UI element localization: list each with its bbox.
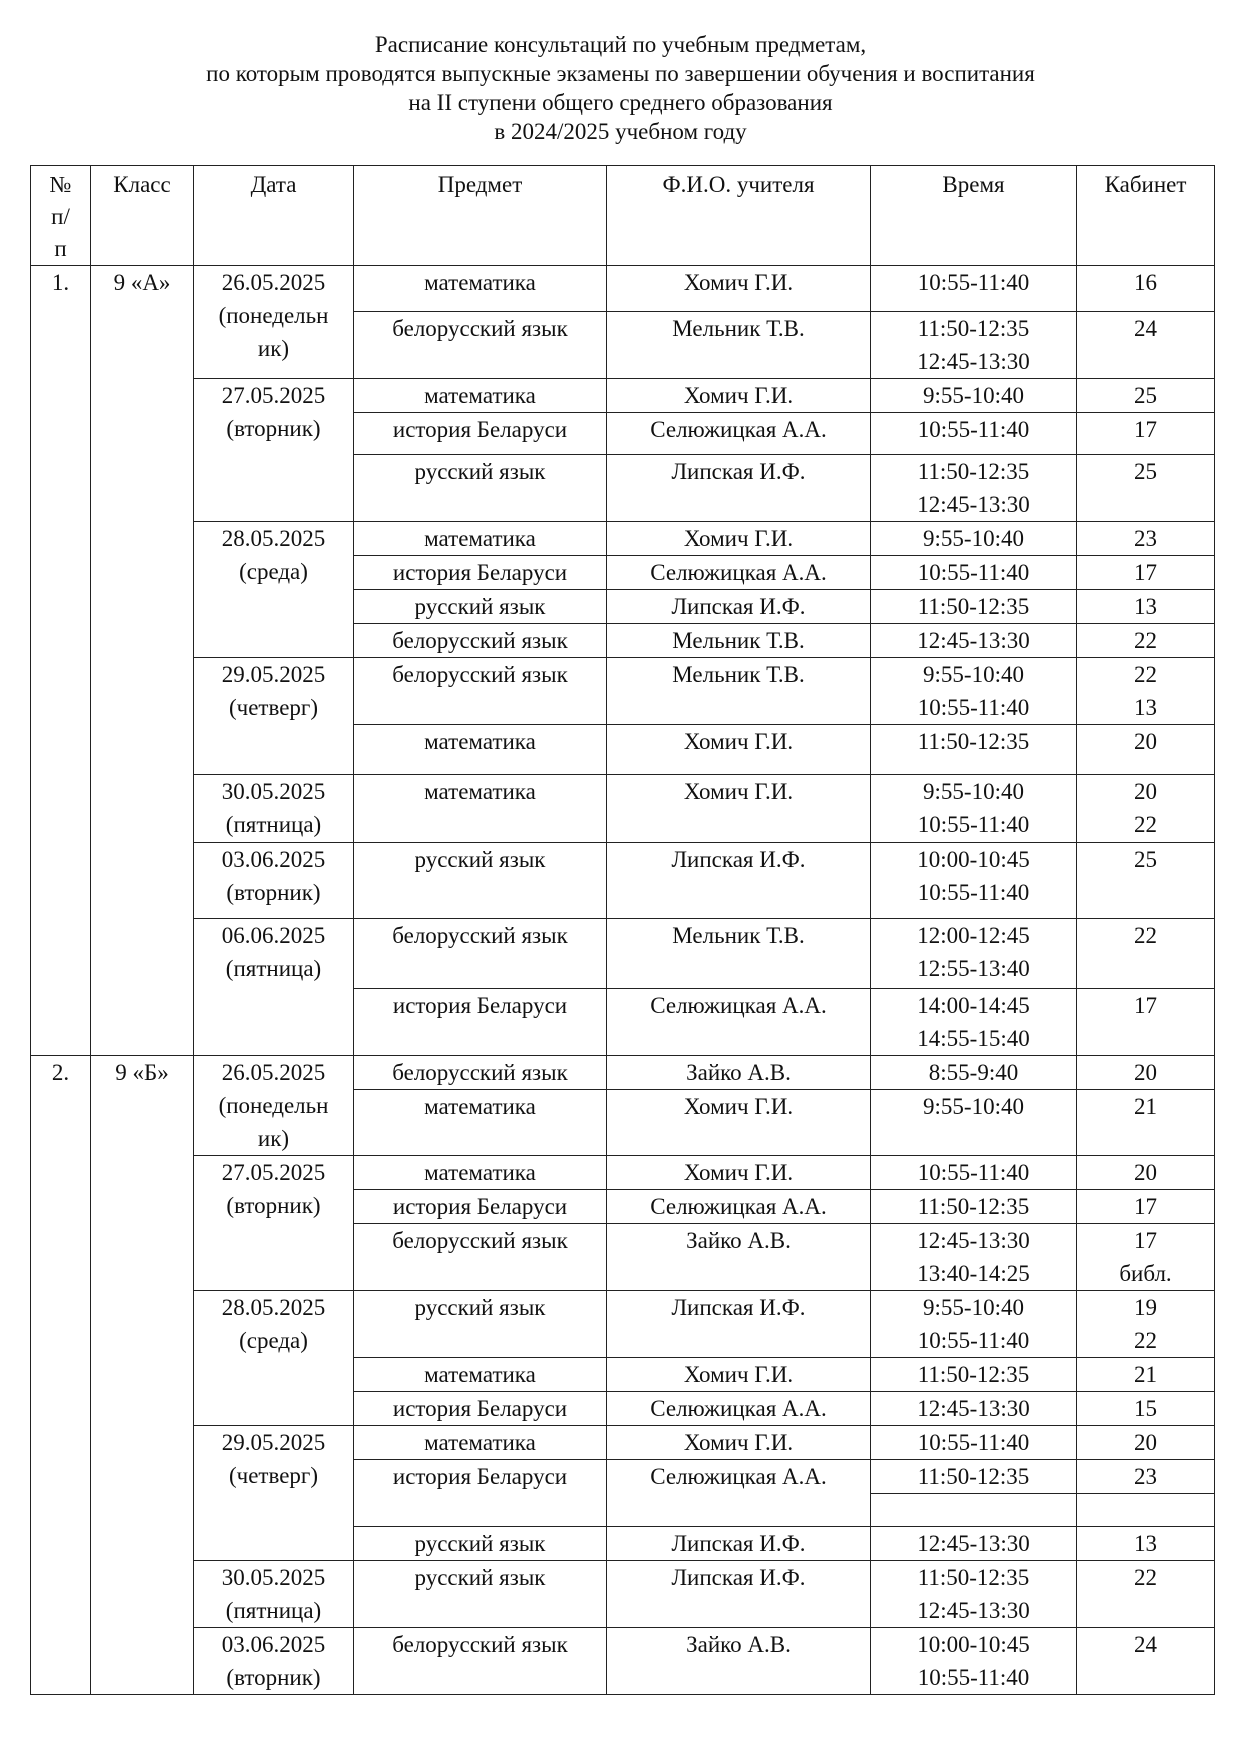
subject-cell: белорусский язык	[354, 1224, 607, 1291]
time-slot: 9:55-10:40	[923, 383, 1024, 408]
subject-cell: русский язык	[354, 590, 607, 624]
room-cell	[1077, 1291, 1215, 1358]
date-value: 29.05.2025	[221, 1430, 326, 1455]
time-cell	[871, 556, 1077, 590]
room-number: 17	[1134, 560, 1157, 585]
table-row	[31, 1291, 1215, 1358]
room-number: 20	[1134, 1060, 1157, 1085]
subject-cell: русский язык	[354, 1561, 607, 1628]
time-cell	[871, 658, 1077, 725]
time-slot: 12:45-13:30	[917, 349, 1030, 374]
room-cell	[1077, 590, 1215, 624]
time-cell	[871, 1628, 1077, 1695]
date-value: 29.05.2025	[221, 662, 326, 687]
time-cell	[871, 843, 1077, 919]
subject-cell: белорусский язык	[354, 919, 607, 989]
time-cell	[871, 522, 1077, 556]
weekday-line: (пятница)	[225, 1598, 322, 1623]
subject-cell: математика	[354, 725, 607, 775]
teacher-cell: Хомич Г.И.	[607, 266, 871, 312]
teacher-cell: Липская И.Ф.	[607, 1561, 871, 1628]
room-cell	[1077, 379, 1215, 413]
table-row	[31, 658, 1215, 725]
date-cell	[194, 658, 354, 775]
subject-cell: белорусский язык	[354, 1056, 607, 1090]
title-line: в 2024/2025 учебном году	[494, 119, 747, 144]
room-cell	[1077, 1156, 1215, 1190]
time-slot: 11:50-12:35	[917, 316, 1030, 341]
time-cell	[871, 413, 1077, 455]
room-number: 24	[1134, 1632, 1157, 1657]
room-cell-empty	[1077, 1494, 1215, 1527]
header-time: Время	[871, 166, 1077, 266]
room-cell	[1077, 1392, 1215, 1426]
subject-cell: математика	[354, 522, 607, 556]
time-slot: 9:55-10:40	[923, 779, 1024, 804]
date-value: 30.05.2025	[221, 779, 326, 804]
class-name: 9 «А»	[91, 266, 194, 1056]
time-cell	[871, 989, 1077, 1056]
subject-cell: история Беларуси	[354, 556, 607, 590]
teacher-cell: Хомич Г.И.	[607, 1156, 871, 1190]
room-number: 22	[1134, 628, 1157, 653]
time-slot: 8:55-9:40	[928, 1060, 1019, 1085]
room-number: библ.	[1119, 1261, 1172, 1286]
teacher-cell: Хомич Г.И.	[607, 522, 871, 556]
room-cell	[1077, 658, 1215, 725]
teacher-cell: Селюжицкая А.А.	[607, 1392, 871, 1426]
time-slot: 12:45-13:30	[917, 1396, 1030, 1421]
subject-cell: математика	[354, 775, 607, 843]
weekday-line: (вторник)	[226, 880, 321, 905]
room-number: 17	[1134, 993, 1157, 1018]
teacher-cell: Липская И.Ф.	[607, 843, 871, 919]
subject-cell: русский язык	[354, 1527, 607, 1561]
subject-cell: белорусский язык	[354, 624, 607, 658]
subject-cell: математика	[354, 1358, 607, 1392]
time-cell	[871, 1224, 1077, 1291]
room-number: 20	[1134, 729, 1157, 754]
time-slot: 10:55-11:40	[917, 1665, 1030, 1690]
room-number: 22	[1134, 812, 1157, 837]
teacher-cell: Зайко А.В.	[607, 1628, 871, 1695]
weekday-line: (понедельн	[218, 303, 329, 328]
header-num-line: п	[54, 236, 67, 261]
table-row	[31, 919, 1215, 989]
time-cell	[871, 1190, 1077, 1224]
room-cell	[1077, 775, 1215, 843]
room-cell	[1077, 1190, 1215, 1224]
teacher-cell: Мельник Т.В.	[607, 312, 871, 379]
room-number: 22	[1134, 1565, 1157, 1590]
room-number: 23	[1134, 526, 1157, 551]
time-slot: 10:55-11:40	[917, 560, 1030, 585]
subject-cell: история Беларуси	[354, 413, 607, 455]
date-cell	[194, 1291, 354, 1426]
teacher-cell: Селюжицкая А.А.	[607, 1190, 871, 1224]
room-cell	[1077, 624, 1215, 658]
table-row	[31, 1156, 1215, 1190]
time-cell	[871, 725, 1077, 775]
time-cell	[871, 590, 1077, 624]
document-title	[0, 30, 1241, 146]
date-cell	[194, 266, 354, 379]
weekday-line: (понедельн	[218, 1093, 329, 1118]
table-row	[31, 1056, 1215, 1090]
time-slot: 14:00-14:45	[917, 993, 1030, 1018]
time-slot: 9:55-10:40	[923, 526, 1024, 551]
time-slot: 10:00-10:45	[917, 1632, 1030, 1657]
room-cell	[1077, 989, 1215, 1056]
table-row	[31, 1561, 1215, 1628]
time-cell	[871, 1358, 1077, 1392]
time-cell	[871, 1156, 1077, 1190]
date-value: 03.06.2025	[221, 847, 326, 872]
time-cell	[871, 1291, 1077, 1358]
date-value: 28.05.2025	[221, 1295, 326, 1320]
subject-cell: математика	[354, 1090, 607, 1156]
room-number: 25	[1134, 847, 1157, 872]
room-number: 17	[1134, 1228, 1157, 1253]
weekday-line: (среда)	[239, 559, 308, 584]
subject-cell: математика	[354, 1156, 607, 1190]
weekday-line: ик)	[257, 1126, 290, 1151]
table-row	[31, 843, 1215, 919]
weekday-line: (четверг)	[228, 695, 318, 720]
subject-cell: русский язык	[354, 455, 607, 522]
date-value: 26.05.2025	[221, 270, 326, 295]
time-slot: 11:50-12:35	[917, 729, 1030, 754]
room-number: 25	[1134, 459, 1157, 484]
room-number: 22	[1134, 662, 1157, 687]
room-number: 20	[1134, 779, 1157, 804]
subject-cell: белорусский язык	[354, 312, 607, 379]
teacher-cell: Мельник Т.В.	[607, 624, 871, 658]
subject-cell: математика	[354, 1426, 607, 1460]
time-cell	[871, 455, 1077, 522]
room-number: 19	[1134, 1295, 1157, 1320]
time-slot: 9:55-10:40	[923, 662, 1024, 687]
room-cell	[1077, 1460, 1215, 1494]
time-cell	[871, 379, 1077, 413]
time-slot: 10:55-11:40	[917, 270, 1030, 295]
time-slot: 13:40-14:25	[917, 1261, 1030, 1286]
room-number: 15	[1134, 1396, 1157, 1421]
room-number: 13	[1134, 594, 1157, 619]
date-cell	[194, 1561, 354, 1628]
subject-cell: история Беларуси	[354, 1190, 607, 1224]
time-cell	[871, 624, 1077, 658]
time-slot: 10:55-11:40	[917, 812, 1030, 837]
room-cell	[1077, 455, 1215, 522]
teacher-cell: Хомич Г.И.	[607, 379, 871, 413]
time-slot: 11:50-12:35	[917, 1362, 1030, 1387]
room-cell	[1077, 312, 1215, 379]
room-number: 16	[1134, 270, 1157, 295]
subject-cell: белорусский язык	[354, 658, 607, 725]
room-cell	[1077, 266, 1215, 312]
teacher-cell: Липская И.Ф.	[607, 1291, 871, 1358]
teacher-cell: Хомич Г.И.	[607, 775, 871, 843]
time-cell	[871, 1527, 1077, 1561]
room-cell	[1077, 1358, 1215, 1392]
teacher-cell: Липская И.Ф.	[607, 1527, 871, 1561]
teacher-cell: Селюжицкая А.А.	[607, 989, 871, 1056]
subject-cell: история Беларуси	[354, 1392, 607, 1426]
teacher-cell: Хомич Г.И.	[607, 1358, 871, 1392]
room-cell	[1077, 725, 1215, 775]
time-slot: 9:55-10:40	[923, 1295, 1024, 1320]
time-cell	[871, 1460, 1077, 1494]
date-value: 26.05.2025	[221, 1060, 326, 1085]
room-cell	[1077, 919, 1215, 989]
teacher-cell: Хомич Г.И.	[607, 725, 871, 775]
date-cell	[194, 1426, 354, 1561]
teacher-cell: Хомич Г.И.	[607, 1426, 871, 1460]
subject-cell: математика	[354, 379, 607, 413]
time-slot: 10:55-11:40	[917, 1328, 1030, 1353]
teacher-cell: Мельник Т.В.	[607, 919, 871, 989]
subject-cell: история Беларуси	[354, 1460, 607, 1527]
room-cell	[1077, 1628, 1215, 1695]
room-number: 17	[1134, 1194, 1157, 1219]
date-cell	[194, 379, 354, 522]
table-row	[31, 522, 1215, 556]
header-num-line: п/	[51, 204, 70, 229]
room-cell	[1077, 1561, 1215, 1628]
time-slot: 12:45-13:30	[917, 492, 1030, 517]
room-number: 13	[1134, 695, 1157, 720]
time-slot: 10:55-11:40	[917, 1430, 1030, 1455]
time-cell	[871, 1426, 1077, 1460]
room-cell	[1077, 413, 1215, 455]
time-cell	[871, 919, 1077, 989]
teacher-cell: Селюжицкая А.А.	[607, 1460, 871, 1527]
date-cell	[194, 775, 354, 843]
class-name: 9 «Б»	[91, 1056, 194, 1695]
title-line: на II ступени общего среднего образования	[408, 90, 833, 115]
date-value: 27.05.2025	[221, 1160, 326, 1185]
header-teacher: Ф.И.О. учителя	[607, 166, 871, 266]
schedule-body	[31, 266, 1215, 1695]
room-cell	[1077, 1224, 1215, 1291]
time-slot: 10:55-11:40	[917, 880, 1030, 905]
room-number: 20	[1134, 1430, 1157, 1455]
weekday-line: ик)	[257, 336, 290, 361]
date-value: 30.05.2025	[221, 1565, 326, 1590]
time-slot: 12:45-13:30	[917, 1228, 1030, 1253]
time-cell	[871, 1056, 1077, 1090]
teacher-cell: Зайко А.В.	[607, 1224, 871, 1291]
date-cell	[194, 843, 354, 919]
date-value: 03.06.2025	[221, 1632, 326, 1657]
room-cell	[1077, 1527, 1215, 1561]
title-line: по которым проводятся выпускные экзамены по завершении обучения и воспитания	[206, 61, 1035, 86]
subject-cell: история Беларуси	[354, 989, 607, 1056]
weekday-line: (вторник)	[226, 416, 321, 441]
weekday-line: (пятница)	[225, 956, 322, 981]
room-cell	[1077, 556, 1215, 590]
time-cell	[871, 1090, 1077, 1156]
weekday-line: (четверг)	[228, 1463, 318, 1488]
teacher-cell: Селюжицкая А.А.	[607, 413, 871, 455]
time-slot: 11:50-12:35	[917, 459, 1030, 484]
time-slot: 10:55-11:40	[917, 417, 1030, 442]
table-row	[31, 1426, 1215, 1460]
header-date: Дата	[194, 166, 354, 266]
weekday-line: (пятница)	[225, 812, 322, 837]
time-slot: 11:50-12:35	[917, 1464, 1030, 1489]
date-cell	[194, 522, 354, 658]
table-row	[31, 1628, 1215, 1695]
subject-cell: белорусский язык	[354, 1628, 607, 1695]
room-number: 22	[1134, 1328, 1157, 1353]
room-number: 22	[1134, 923, 1157, 948]
header-room: Кабинет	[1077, 166, 1215, 266]
time-slot: 12:45-13:30	[917, 1531, 1030, 1556]
room-number: 25	[1134, 383, 1157, 408]
time-cell-empty	[871, 1494, 1077, 1527]
date-cell	[194, 919, 354, 1056]
time-slot: 10:55-11:40	[917, 695, 1030, 720]
date-cell	[194, 1156, 354, 1291]
row-number: 1.	[31, 266, 91, 1056]
room-number: 17	[1134, 417, 1157, 442]
room-cell	[1077, 843, 1215, 919]
header-num	[31, 166, 91, 266]
time-slot: 12:55-13:40	[917, 956, 1030, 981]
header-subject: Предмет	[354, 166, 607, 266]
teacher-cell: Мельник Т.В.	[607, 658, 871, 725]
time-slot: 10:00-10:45	[917, 847, 1030, 872]
room-number: 21	[1134, 1362, 1157, 1387]
time-slot: 14:55-15:40	[917, 1026, 1030, 1051]
header-class: Класс	[91, 166, 194, 266]
time-cell	[871, 775, 1077, 843]
time-slot: 11:50-12:35	[917, 594, 1030, 619]
table-row	[31, 775, 1215, 843]
row-number: 2.	[31, 1056, 91, 1695]
room-number: 13	[1134, 1531, 1157, 1556]
room-number: 23	[1134, 1464, 1157, 1489]
header-num-line: №	[49, 172, 72, 197]
time-slot: 10:55-11:40	[917, 1160, 1030, 1185]
table-row	[31, 379, 1215, 413]
time-cell	[871, 312, 1077, 379]
date-cell	[194, 1056, 354, 1156]
date-value: 27.05.2025	[221, 383, 326, 408]
time-slot: 12:00-12:45	[917, 923, 1030, 948]
subject-cell: русский язык	[354, 1291, 607, 1358]
schedule-table	[30, 165, 1215, 1695]
date-cell	[194, 1628, 354, 1695]
subject-cell: русский язык	[354, 843, 607, 919]
time-slot: 11:50-12:35	[917, 1565, 1030, 1590]
time-cell	[871, 266, 1077, 312]
teacher-cell: Селюжицкая А.А.	[607, 556, 871, 590]
header-row	[31, 166, 1215, 266]
weekday-line: (вторник)	[226, 1193, 321, 1218]
weekday-line: (вторник)	[226, 1665, 321, 1690]
teacher-cell: Хомич Г.И.	[607, 1090, 871, 1156]
date-value: 28.05.2025	[221, 526, 326, 551]
title-line: Расписание консультаций по учебным предметам,	[374, 32, 867, 57]
room-cell	[1077, 1056, 1215, 1090]
room-cell	[1077, 1090, 1215, 1156]
room-cell	[1077, 1426, 1215, 1460]
room-number: 21	[1134, 1094, 1157, 1119]
teacher-cell: Липская И.Ф.	[607, 590, 871, 624]
date-value: 06.06.2025	[221, 923, 326, 948]
time-cell	[871, 1561, 1077, 1628]
time-cell	[871, 1392, 1077, 1426]
teacher-cell: Зайко А.В.	[607, 1056, 871, 1090]
subject-cell: математика	[354, 266, 607, 312]
teacher-cell: Липская И.Ф.	[607, 455, 871, 522]
room-number: 24	[1134, 316, 1157, 341]
time-slot: 12:45-13:30	[917, 1598, 1030, 1623]
time-slot: 12:45-13:30	[917, 628, 1030, 653]
time-slot: 11:50-12:35	[917, 1194, 1030, 1219]
weekday-line: (среда)	[239, 1328, 308, 1353]
room-cell	[1077, 522, 1215, 556]
room-number: 20	[1134, 1160, 1157, 1185]
time-slot: 9:55-10:40	[923, 1094, 1024, 1119]
table-row	[31, 266, 1215, 312]
